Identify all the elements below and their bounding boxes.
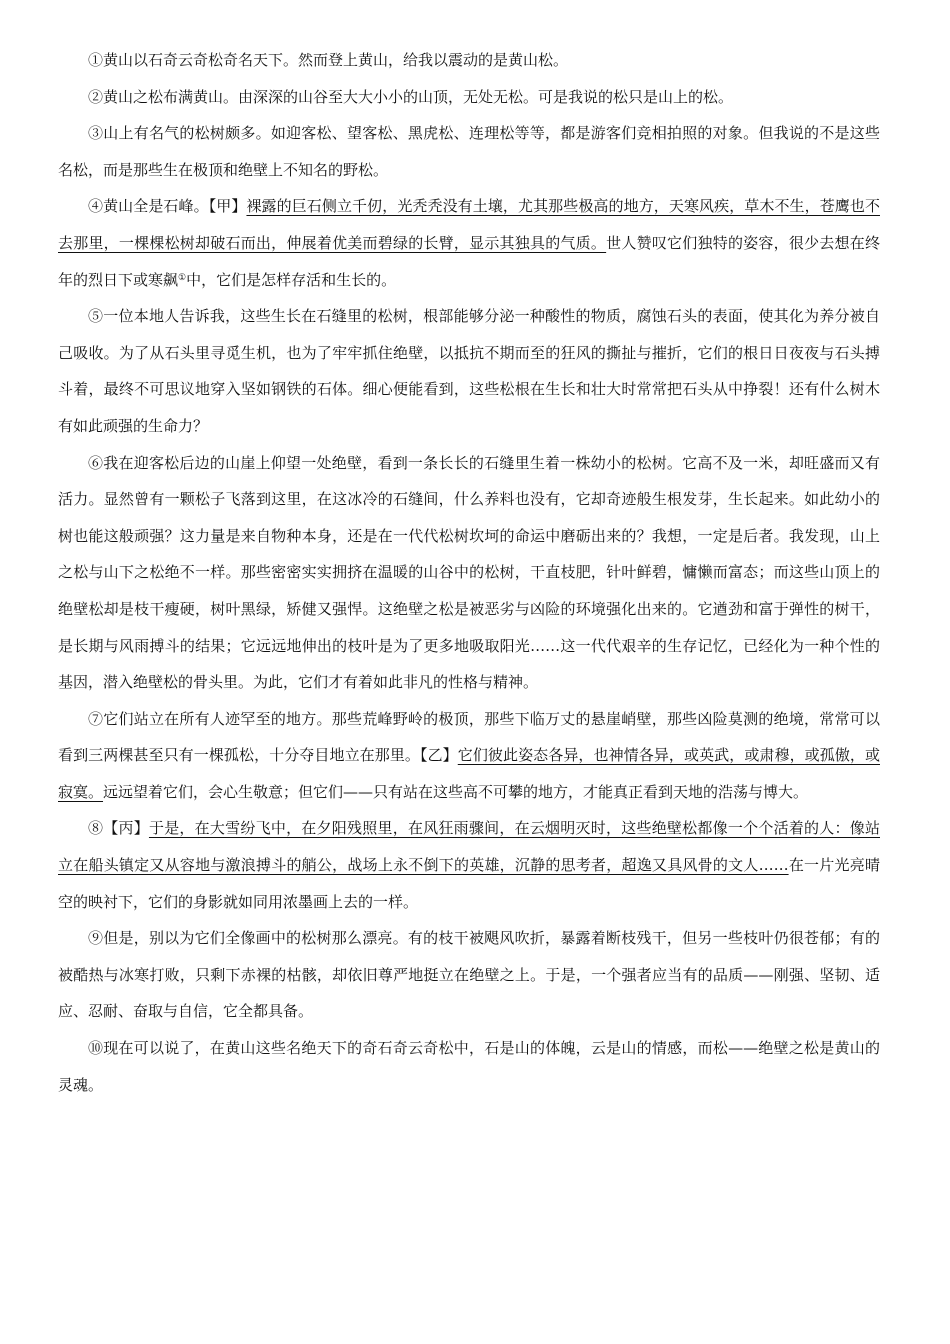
paragraph-3 — [58, 115, 880, 188]
paragraph-10-text: ⑩现在可以说了，在黄山这些名绝天下的奇石奇云奇松中，石是山的体魄，云是山的情感，而松——绝壁之松是黄山的灵魂。 — [58, 1039, 880, 1094]
article-body — [58, 42, 880, 1103]
paragraph-4-text: ④黄山全是石峰。【甲】 — [88, 197, 247, 216]
paragraph-4-text: 中，它们是怎样存活和生长的。 — [186, 270, 397, 289]
footnote-marker: ① — [178, 272, 187, 283]
paragraph-7-text: ⑦它们站立在所有人迹罕至的地方。那些荒峰野岭的极顶，那些下临万丈的悬崖峭壁，那些凶险莫测的绝境，常常可以看到三两棵甚至只有一棵孤松，十分夺目地立在那里。【乙】 — [58, 709, 880, 765]
paragraph-1 — [58, 42, 880, 79]
underlined-passage-bing: 于是，在大雪纷飞中，在夕阳残照里，在风狂雨骤间，在云烟明灭时，这些绝壁松都像一个个活着的人：像站立在船头镇定又从容地与激浪搏斗的艄公，战场上永不倒下的英雄，沉静的思考者，超逸又具风骨的文人…… — [58, 819, 880, 875]
paragraph-6-text: ⑥我在迎客松后边的山崖上仰望一处绝壁，看到一条长长的石缝里生着一株幼小的松树。它高不及一米，却旺盛而又有活力。显然曾有一颗松子飞落到这里，在这冰冷的石缝间，什么养料也没有，它却奇迹般生根发芽，生长起来。如此幼小的树也能这般顽强？这力量是来自物种本身，还是在一代代松树坎坷的命运中磨砺出来的？我想，一定是后者。我发现，山上之松与山下之松绝不一样。那些密密实实拥挤在温暖的山谷中的松树，干直枝肥，针叶鲜碧，慵懒而富态；而这些山顶上的绝壁松却是枝干瘦硬，树叶黑绿，矫健又强悍。这绝壁之松是被恶劣与凶险的环境强化出来的。它遒劲和富于弹性的树干，是长期与风雨搏斗的结果；它远远地伸出的枝叶是为了更多地吸取阳光……这一代代艰辛的生存记忆，已经化为一种个性的基因，潜入绝壁松的骨头里。为此，它们才有着如此非凡的性格与精神。 — [58, 453, 880, 692]
paragraph-5-text: ⑤一位本地人告诉我，这些生长在石缝里的松树，根部能够分泌一种酸性的物质，腐蚀石头的表面，使其化为养分被自己吸收。为了从石头里寻觅生机，也为了牢牢抓住绝壁，以抵抗不期而至的狂风的撕扯与摧折，它们的根日日夜夜与石头搏斗着，最终不可思议地穿入坚如钢铁的石体。细心便能看到，这些松根在生长和壮大时常常把石头从中挣裂！还有什么树木有如此顽强的生命力？ — [58, 307, 880, 435]
paragraph-3-text: ③山上有名气的松树颇多。如迎客松、望客松、黑虎松、连理松等等，都是游客们竞相拍照的对象。但我说的不是这些名松，而是那些生在极顶和绝壁上不知名的野松。 — [58, 124, 880, 179]
paragraph-7 — [58, 701, 880, 811]
paragraph-6 — [58, 445, 880, 701]
paragraph-8 — [58, 810, 880, 920]
paragraph-4-text: 世人赞叹它们独特的姿容，很少去想在终年的烈日下或寒飙 — [58, 233, 880, 289]
paragraph-9-text: ⑨但是，别以为它们全像画中的松树那么漂亮。有的枝干被飓风吹折，暴露着断枝残干，但另一些枝叶仍很苍郁；有的被酷热与冰寒打败，只剩下赤裸的枯骸，却依旧尊严地挺立在绝壁之上。于是，一个强者应当有的品质——刚强、坚韧、适应、忍耐、奋取与自信，它全都具备。 — [58, 929, 880, 1021]
underlined-passage-yi: 它们彼此姿态各异，也神情各异，或英武，或肃穆，或孤傲，或寂寞。 — [58, 746, 880, 801]
paragraph-2 — [58, 79, 880, 116]
paragraph-4 — [58, 188, 880, 298]
paragraph-2-text: ②黄山之松布满黄山。由深深的山谷至大大小小的山顶，无处无松。可是我说的松只是山上的松。 — [88, 87, 734, 106]
paragraph-9 — [58, 920, 880, 1030]
paragraph-8-text: 在一片光亮晴空的映衬下，它们的身影就如同用浓墨画上去的一样。 — [58, 856, 880, 911]
paragraph-7-text: 远远望着它们，会心生敬意；但它们——只有站在这些高不可攀的地方，才能真正看到天地的浩荡与博大。 — [103, 782, 809, 801]
paragraph-10 — [58, 1030, 880, 1103]
paragraph-1-text: ①黄山以石奇云奇松奇名天下。然而登上黄山，给我以震动的是黄山松。 — [88, 51, 569, 69]
paragraph-8-text: ⑧【丙】 — [88, 819, 149, 838]
paragraph-5 — [58, 298, 880, 444]
underlined-passage-jia: 裸露的巨石侧立千仞，光秃秃没有土壤，尤其那些极高的地方，天寒风疾，草木不生，苍鹰也不去那里，一棵棵松树却破石而出，伸展着优美而碧绿的长臂，显示其独具的气质。 — [58, 197, 880, 252]
